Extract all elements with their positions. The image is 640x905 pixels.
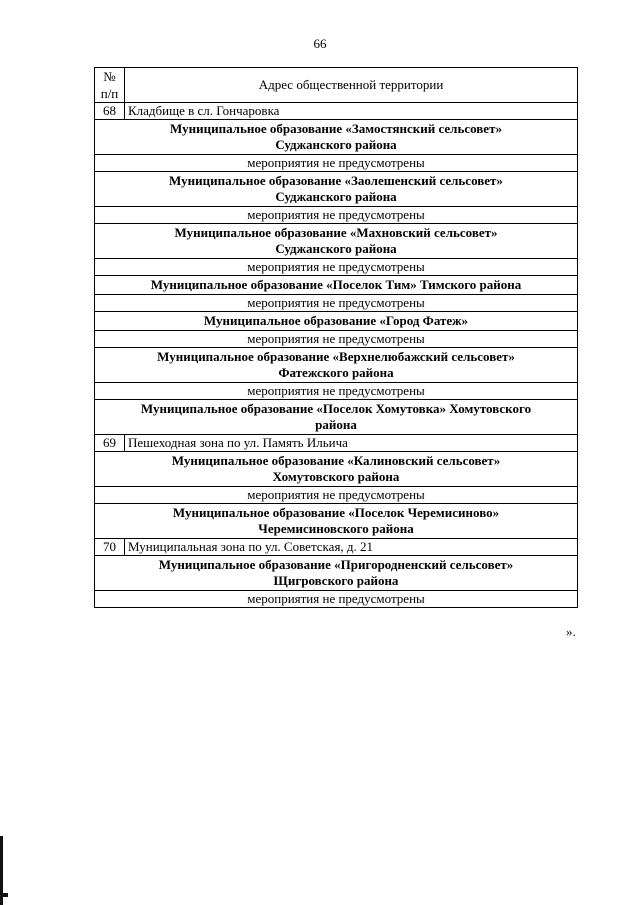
municipality-heading-line: Щигровского района (273, 573, 399, 588)
municipality-heading-line: Муниципальное образование «Заолешенский сельсовет» (169, 173, 503, 188)
municipality-heading-row (95, 224, 578, 259)
no-activities-row (95, 383, 578, 400)
municipality-heading (95, 224, 578, 259)
municipality-heading-line: Черемисиновского района (258, 521, 414, 536)
municipality-heading-line: Суджанского района (275, 241, 397, 256)
number-abbrev: п/п (100, 86, 119, 101)
number-sign: № (103, 69, 116, 84)
municipality-heading-line: Хомутовского района (272, 469, 400, 484)
municipality-heading-line: Муниципальное образование «Пригородненский сельсовет» (158, 557, 514, 572)
row-number: 70 (95, 539, 125, 556)
municipality-heading-row (95, 348, 578, 383)
municipality-heading (95, 556, 578, 591)
no-activities-text: мероприятия не предусмотрены (95, 207, 578, 224)
municipality-heading (95, 120, 578, 155)
municipality-heading-row (95, 556, 578, 591)
municipality-heading-line: Муниципальное образование «Поселок Тим» Тимского района (150, 277, 522, 292)
municipality-heading (95, 312, 578, 331)
territory-address: Муниципальная зона по ул. Советская, д. 21 (125, 539, 578, 556)
no-activities-row (95, 207, 578, 224)
municipality-heading-row (95, 276, 578, 295)
scan-edge-mark-foot (0, 893, 8, 897)
municipality-heading-line: Муниципальное образование «Город Фатеж» (203, 313, 469, 328)
municipality-heading-line: Муниципальное образование «Махновский сельсовет» (174, 225, 498, 240)
number-column-header (95, 68, 125, 103)
municipality-heading-row (95, 504, 578, 539)
no-activities-text: мероприятия не предусмотрены (95, 383, 578, 400)
municipality-heading (95, 276, 578, 295)
no-activities-row (95, 487, 578, 504)
municipality-heading-line: Фатежского района (278, 365, 394, 380)
no-activities-text: мероприятия не предусмотрены (95, 259, 578, 276)
municipality-heading (95, 452, 578, 487)
no-activities-text: мероприятия не предусмотрены (95, 155, 578, 172)
municipality-heading-line: Суджанского района (275, 137, 397, 152)
municipality-heading (95, 400, 578, 435)
page-number: 66 (313, 36, 327, 51)
table-header-row (95, 68, 578, 103)
municipality-heading-line: Муниципальное образование «Поселок Хомутовка» Хомутовского (140, 401, 532, 416)
table-body (95, 103, 578, 608)
municipality-heading-row (95, 172, 578, 207)
table-row (95, 435, 578, 452)
no-activities-text: мероприятия не предусмотрены (95, 331, 578, 348)
no-activities-text: мероприятия не предусмотрены (95, 591, 578, 608)
municipality-heading-line: Муниципальное образование «Калиновский сельсовет» (171, 453, 501, 468)
municipality-heading (95, 348, 578, 383)
row-number: 68 (95, 103, 125, 120)
territory-table (94, 67, 578, 608)
municipality-heading-row (95, 452, 578, 487)
no-activities-row (95, 295, 578, 312)
no-activities-text: мероприятия не предусмотрены (95, 487, 578, 504)
municipality-heading-row (95, 120, 578, 155)
municipality-heading-line: Муниципальное образование «Замостянский сельсовет» (170, 121, 502, 136)
table-row (95, 103, 578, 120)
municipality-heading-line: Муниципальное образование «Верхнелюбажский сельсовет» (157, 349, 515, 364)
address-column-header: Адрес общественной территории (125, 68, 578, 103)
no-activities-row (95, 591, 578, 608)
municipality-heading-row (95, 400, 578, 435)
municipality-heading-line: Суджанского района (275, 189, 397, 204)
no-activities-row (95, 331, 578, 348)
closing-quote: ». (566, 624, 576, 639)
table-row (95, 539, 578, 556)
municipality-heading (95, 172, 578, 207)
no-activities-row (95, 259, 578, 276)
territory-address: Кладбище в сл. Гончаровка (125, 103, 578, 120)
row-number: 69 (95, 435, 125, 452)
no-activities-row (95, 155, 578, 172)
municipality-heading-row (95, 312, 578, 331)
municipality-heading-line: района (315, 417, 357, 432)
no-activities-text: мероприятия не предусмотрены (95, 295, 578, 312)
municipality-heading (95, 504, 578, 539)
territory-address: Пешеходная зона по ул. Память Ильича (125, 435, 578, 452)
municipality-heading-line: Муниципальное образование «Поселок Черемисиново» (172, 505, 500, 520)
